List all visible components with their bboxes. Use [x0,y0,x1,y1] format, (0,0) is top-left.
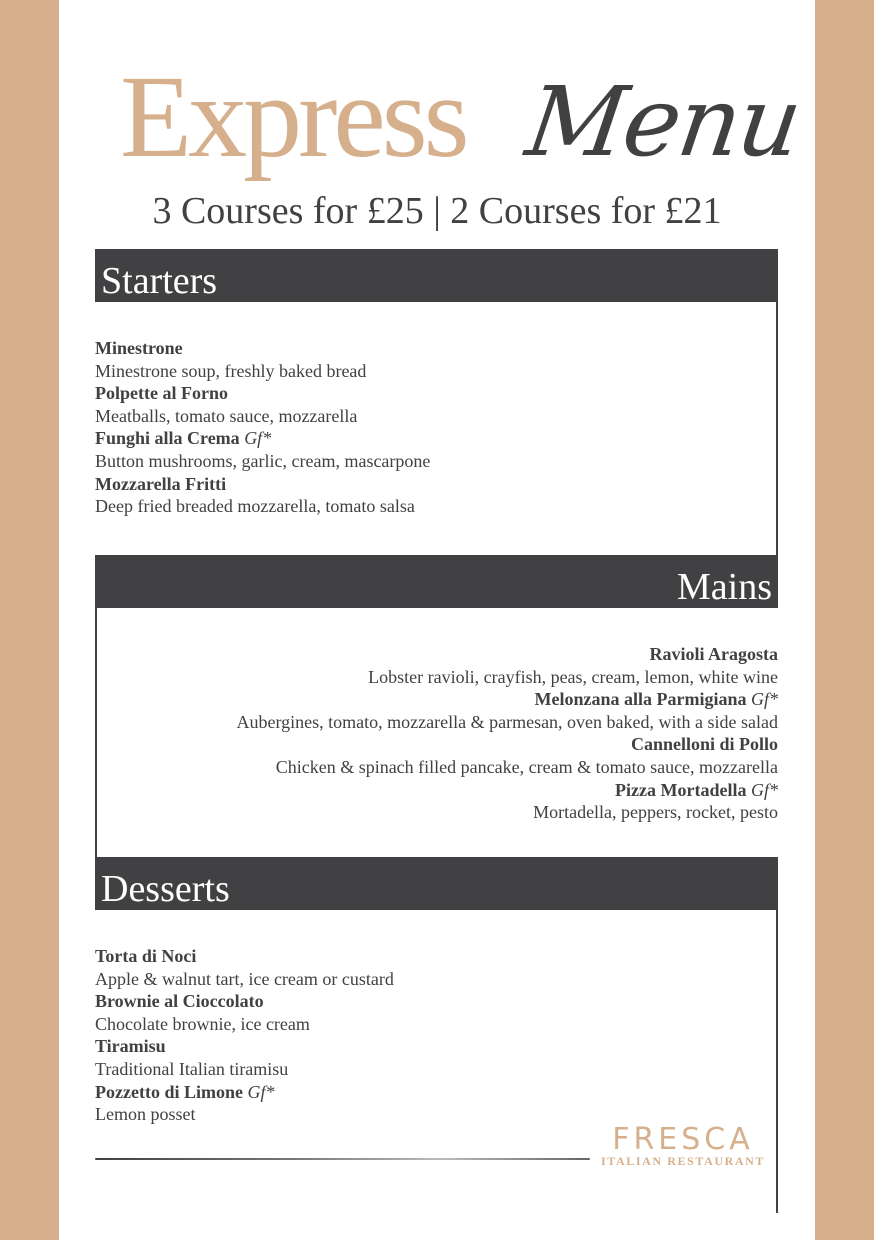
gluten-free-marker: Gf* [751,779,778,800]
item-name: Cannelloni di Pollo [630,734,778,755]
item-name: Funghi alla Crema [95,428,240,449]
section-mains [95,555,778,857]
menu-item [95,337,430,360]
menu-item [95,473,430,496]
item-name: Brownie al Cioccolato [95,991,264,1012]
logo-wordmark: FRESCA [612,1122,754,1157]
item-description: Aubergines, tomato, mozzarella & parmesan, oven baked, with a side salad [236,711,778,732]
item-description: Traditional Italian tiramisu [95,1058,289,1079]
logo-tagline: ITALIAN RESTAURANT [600,1154,766,1168]
item-name: Melonzana alla Parmigiana [534,689,747,710]
title-express: Express [120,51,466,182]
item-description: Mortadella, peppers, rocket, pesto [533,802,778,823]
menu-item [237,733,779,756]
item-description: Chocolate brownie, ice cream [95,1013,310,1034]
fresca-logo [596,1122,770,1168]
section-heading-mains: Mains [95,555,778,608]
section-heading-starters: Starters [95,249,778,302]
item-list-mains [237,643,779,824]
menu-item [237,643,779,666]
menu-item [95,1081,394,1104]
menu-item [237,688,779,711]
item-description: Deep fried breaded mozzarella, tomato salsa [95,496,415,517]
section-starters [95,249,778,555]
title-menu-script: Menu [520,66,807,178]
gluten-free-marker: Gf* [247,1081,275,1102]
item-description: Meatballs, tomato sauce, mozzarella [95,405,358,426]
item-name: Tiramisu [95,1036,166,1057]
menu-item [95,990,394,1013]
item-name: Polpette al Forno [95,383,228,404]
footer-divider [95,1158,590,1160]
section-body-starters [95,302,778,555]
item-name: Mozzarella Fritti [95,473,227,494]
gluten-free-marker: Gf* [751,689,778,710]
gluten-free-marker: Gf* [244,428,272,449]
price-subtitle: 3 Courses for £25 | 2 Courses for £21 [152,190,722,232]
item-name: Ravioli Aragosta [649,644,778,664]
item-name: Torta di Noci [95,946,197,966]
section-heading-desserts: Desserts [95,857,778,910]
item-name: Pozzetto di Limone [95,1081,243,1102]
item-list-starters [95,337,430,518]
menu-item [95,1035,394,1058]
item-description: Lobster ravioli, crayfish, peas, cream, lemon, white wine [368,666,778,687]
item-list-desserts [95,945,394,1126]
menu-title [0,52,874,192]
item-description: Minestrone soup, freshly baked bread [95,360,367,381]
menu-item [95,427,430,450]
menu-item [95,382,430,405]
item-description: Chicken & spinach filled pancake, cream & tomato sauce, mozzarella [275,756,778,777]
item-name: Minestrone [95,338,183,358]
menu-item [237,779,779,802]
item-description: Lemon posset [95,1104,196,1125]
item-name: Pizza Mortadella [615,779,747,800]
section-body-mains [95,608,778,857]
item-description: Button mushrooms, garlic, cream, mascarpone [95,450,431,471]
item-description: Apple & walnut tart, ice cream or custard [95,968,394,989]
menu-item [95,945,394,968]
